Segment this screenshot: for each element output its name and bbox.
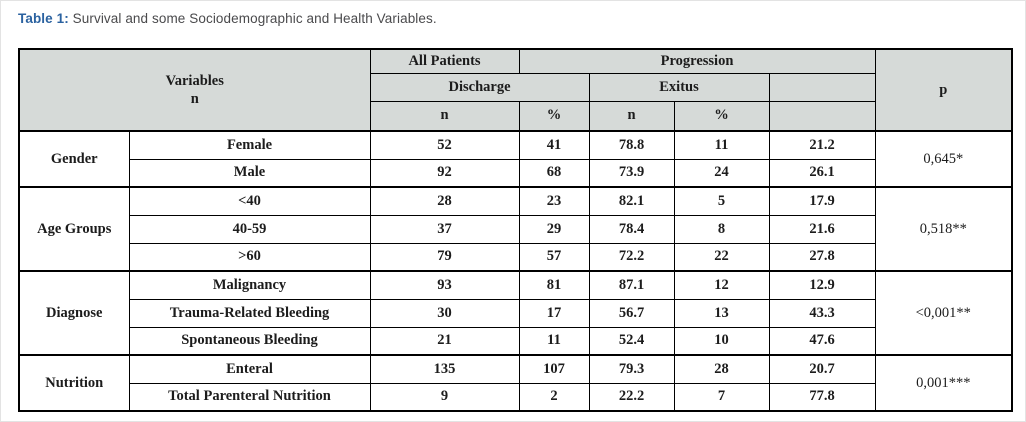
header-cell-empty [769, 73, 875, 101]
table-row [19, 215, 1012, 243]
value-cell: 87.1 [589, 271, 674, 299]
value-cell: 73.9 [589, 159, 674, 187]
header-cell-discharge: Discharge [370, 73, 589, 101]
table-row [19, 327, 1012, 355]
header-cell-pct-2: % [674, 101, 769, 131]
table-title-label: Table 1: [18, 11, 69, 26]
header-variables-line1: Variables [165, 72, 224, 89]
value-cell: 68 [519, 159, 589, 187]
category-cell: Nutrition [19, 355, 129, 411]
value-cell: 24 [674, 159, 769, 187]
value-cell: 93 [370, 271, 519, 299]
value-cell: 41 [519, 131, 589, 159]
value-cell: 56.7 [589, 299, 674, 327]
value-cell: 28 [370, 187, 519, 215]
table-row [19, 159, 1012, 187]
value-cell: 52 [370, 131, 519, 159]
value-cell: 27.8 [769, 243, 875, 271]
value-cell: 22 [674, 243, 769, 271]
header-cell-exitus: Exitus [589, 73, 769, 101]
value-cell: 17.9 [769, 187, 875, 215]
value-cell: 29 [519, 215, 589, 243]
value-cell: 21.6 [769, 215, 875, 243]
value-cell: 11 [519, 327, 589, 355]
header-cell-n-1: n [370, 101, 519, 131]
value-cell: 77.8 [769, 383, 875, 411]
value-cell: 28 [674, 355, 769, 383]
value-cell: 79.3 [589, 355, 674, 383]
header-cell-empty-2 [769, 101, 875, 131]
value-cell: 43.3 [769, 299, 875, 327]
value-cell: 37 [370, 215, 519, 243]
header-cell-p: p [875, 49, 1012, 131]
row-label-cell: Malignancy [129, 271, 370, 299]
value-cell: 72.2 [589, 243, 674, 271]
value-cell: 26.1 [769, 159, 875, 187]
row-label-cell: Male [129, 159, 370, 187]
category-cell: Diagnose [19, 271, 129, 355]
value-cell: 11 [674, 131, 769, 159]
value-cell: 21.2 [769, 131, 875, 159]
p-value-cell: 0,645* [875, 131, 1012, 187]
table-body [19, 131, 1012, 411]
value-cell: 30 [370, 299, 519, 327]
row-label-cell: Trauma-Related Bleeding [129, 299, 370, 327]
value-cell: 12 [674, 271, 769, 299]
value-cell: 82.1 [589, 187, 674, 215]
value-cell: 78.4 [589, 215, 674, 243]
value-cell: 8 [674, 215, 769, 243]
value-cell: 81 [519, 271, 589, 299]
row-label-cell: Female [129, 131, 370, 159]
table-title-text: Survival and some Sociodemographic and Health Variables. [68, 11, 437, 26]
value-cell: 23 [519, 187, 589, 215]
value-cell: 20.7 [769, 355, 875, 383]
table-row [19, 355, 1012, 383]
table-header [19, 49, 1012, 131]
table-row [19, 187, 1012, 215]
value-cell: 92 [370, 159, 519, 187]
value-cell: 10 [674, 327, 769, 355]
row-label-cell: Total Parenteral Nutrition [129, 383, 370, 411]
header-cell-all-patients: All Patients [370, 49, 519, 73]
p-value-cell: <0,001** [875, 271, 1012, 355]
value-cell: 22.2 [589, 383, 674, 411]
value-cell: 9 [370, 383, 519, 411]
value-cell: 47.6 [769, 327, 875, 355]
table-row [19, 131, 1012, 159]
value-cell: 7 [674, 383, 769, 411]
header-cell-n-2: n [589, 101, 674, 131]
table-row [19, 383, 1012, 411]
survival-table [18, 48, 1013, 412]
p-value-cell: 0,518** [875, 187, 1012, 271]
value-cell: 107 [519, 355, 589, 383]
row-label-cell: <40 [129, 187, 370, 215]
table-title [18, 11, 437, 26]
row-label-cell: Enteral [129, 355, 370, 383]
row-label-cell: Spontaneous Bleeding [129, 327, 370, 355]
table-row [19, 271, 1012, 299]
value-cell: 13 [674, 299, 769, 327]
value-cell: 57 [519, 243, 589, 271]
category-cell: Gender [19, 131, 129, 187]
value-cell: 52.4 [589, 327, 674, 355]
value-cell: 5 [674, 187, 769, 215]
row-label-cell: >60 [129, 243, 370, 271]
value-cell: 2 [519, 383, 589, 411]
header-cell-progression: Progression [519, 49, 875, 73]
value-cell: 135 [370, 355, 519, 383]
category-cell: Age Groups [19, 187, 129, 271]
value-cell: 21 [370, 327, 519, 355]
value-cell: 12.9 [769, 271, 875, 299]
header-variables-line2: n [190, 91, 199, 107]
table-row [19, 243, 1012, 271]
header-cell-pct-1: % [519, 101, 589, 131]
value-cell: 78.8 [589, 131, 674, 159]
value-cell: 79 [370, 243, 519, 271]
header-cell-variables [19, 49, 370, 131]
value-cell: 17 [519, 299, 589, 327]
p-value-cell: 0,001*** [875, 355, 1012, 411]
header-row-1 [19, 49, 1012, 73]
table-row [19, 299, 1012, 327]
row-label-cell: 40-59 [129, 215, 370, 243]
